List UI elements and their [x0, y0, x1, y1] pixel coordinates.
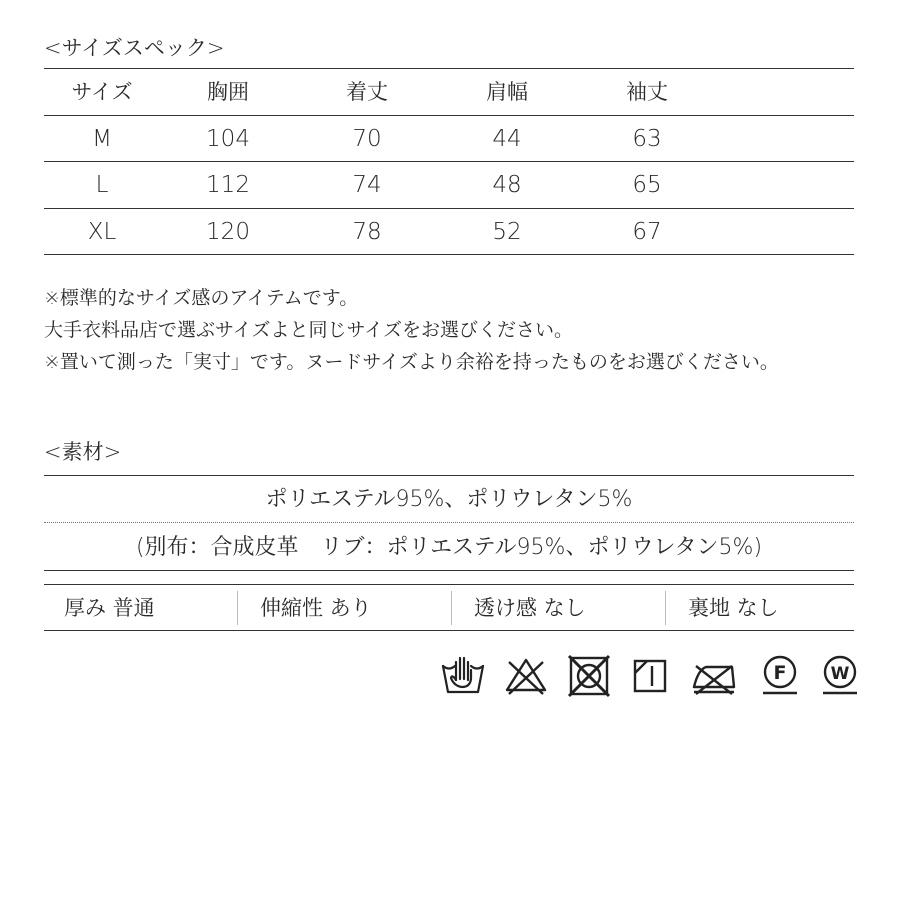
care-letter-f: F: [773, 662, 787, 684]
cell-length: 78: [352, 218, 382, 245]
hand-wash-icon: [440, 652, 486, 698]
material-sub: (別布：合成皮革 リブ：ポリエステル95%、ポリウレタン5%): [135, 535, 763, 560]
material-title: <素材>: [44, 440, 122, 464]
wet-clean-w-icon: [818, 652, 862, 698]
dry-clean-f-icon: [758, 652, 802, 698]
care-letter-w: W: [830, 664, 850, 684]
cell-chest: 120: [206, 218, 250, 245]
note-line: ※置いて測った「実寸」です。ヌードサイズより余裕を持ったものをお選びください。: [44, 351, 779, 373]
size-table: [44, 68, 854, 255]
header-shoulder: 肩幅: [486, 80, 528, 104]
property-stretch: 伸縮性 あり: [260, 596, 372, 620]
cell-shoulder: 44: [492, 125, 522, 152]
no-tumble-dry-icon: [566, 652, 612, 698]
material-main: ポリエステル95%、ポリウレタン5%: [265, 487, 633, 512]
cell-size: L: [95, 172, 109, 198]
cell-sleeve: 63: [632, 125, 662, 152]
property-lining: 裏地 なし: [688, 596, 779, 620]
note-line: ※標準的なサイズ感のアイテムです。: [44, 287, 359, 309]
property-sheerness: 透け感 なし: [474, 596, 586, 620]
cell-shoulder: 48: [492, 172, 522, 198]
no-bleach-icon: [503, 652, 549, 698]
cell-sleeve: 65: [632, 172, 662, 198]
size-notes: [44, 282, 779, 378]
divider: [44, 630, 854, 631]
table-row: [44, 116, 854, 163]
property-thickness: 厚み 普通: [64, 596, 155, 620]
header-chest: 胸囲: [207, 80, 249, 104]
iron-with-cloth-icon: [690, 652, 738, 698]
cell-chest: 112: [206, 172, 250, 198]
header-length: 着丈: [346, 80, 388, 104]
line-dry-shade-icon: [630, 652, 670, 698]
cell-length: 70: [352, 125, 382, 152]
cell-sleeve: 67: [632, 218, 662, 245]
note-line: 大手衣料品店で選ぶサイズよと同じサイズをお選びください。: [44, 319, 573, 341]
header-size: サイズ: [71, 80, 133, 104]
cell-size: XL: [87, 218, 117, 245]
cell-length: 74: [352, 172, 382, 198]
table-row: [44, 162, 854, 209]
cell-chest: 104: [206, 125, 250, 152]
cell-size: M: [92, 125, 112, 152]
divider: [44, 522, 854, 523]
divider: [44, 475, 854, 476]
table-row: [44, 209, 854, 256]
size-spec-title: <サイズスペック>: [44, 36, 225, 60]
cell-shoulder: 52: [492, 218, 522, 245]
divider: [44, 584, 854, 585]
divider: [44, 570, 854, 571]
header-sleeve: 袖丈: [626, 80, 668, 104]
size-table-header: [44, 69, 854, 116]
fabric-properties: [44, 586, 854, 630]
